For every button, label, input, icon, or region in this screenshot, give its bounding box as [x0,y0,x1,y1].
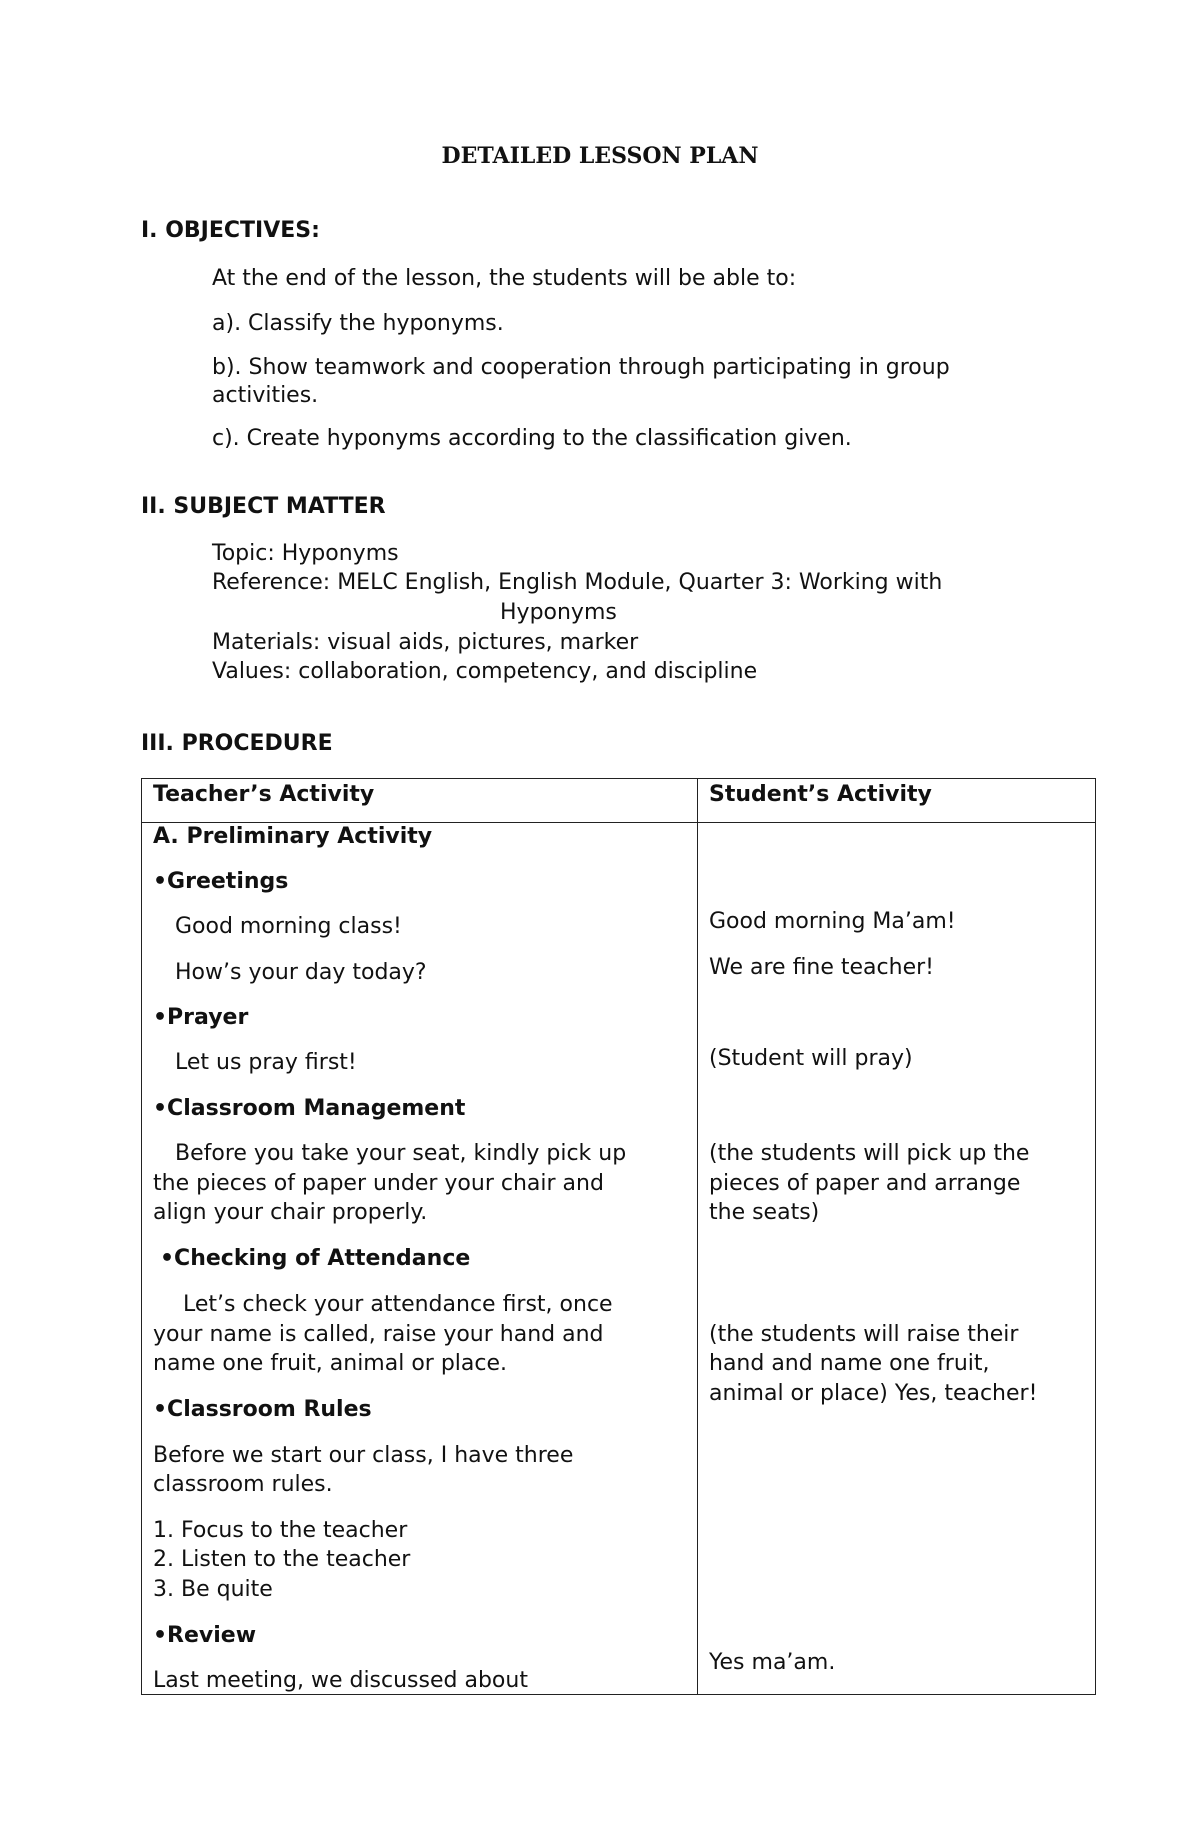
teacher-line: Let us pray first! [175,1050,357,1075]
document-title: DETAILED LESSON PLAN [441,143,759,169]
rule-item: 1. Focus to the teacher [153,1518,408,1543]
teacher-line: Before we start our class, I have three [153,1443,574,1468]
teacher-line: your name is called, raise your hand and [153,1322,604,1347]
objective-item-continued: activities. [212,383,319,408]
teacher-activity-header: Teacher’s Activity [153,782,375,807]
subject-values: Values: collaboration, competency, and discipline [212,659,758,684]
review-heading: •Review [153,1623,257,1648]
subject-reference-continued: Hyponyms [500,600,617,625]
objective-item: a). Classify the hyponyms. [212,311,504,336]
teacher-line: Good morning class! [175,914,402,939]
student-line: the seats) [709,1200,820,1225]
student-activity-header: Student’s Activity [709,782,932,807]
student-line: Good morning Ma’am! [709,909,956,934]
prayer-heading: •Prayer [153,1005,249,1030]
objective-item: b). Show teamwork and cooperation through participating in group [212,355,950,380]
student-line: We are fine teacher! [709,955,934,980]
student-line: Yes ma’am. [709,1650,836,1675]
subject-matter-heading: II. SUBJECT MATTER [141,494,386,519]
rule-item: 2. Listen to the teacher [153,1547,411,1572]
greetings-heading: •Greetings [153,869,289,894]
teacher-line: Last meeting, we discussed about [153,1668,528,1693]
student-line: (the students will raise their [709,1322,1019,1347]
subject-reference: Reference: MELC English, English Module, Quarter 3: Working with [212,570,943,595]
table-column-divider [697,778,698,1695]
student-line: animal or place) Yes, teacher! [709,1381,1038,1406]
student-line: (the students will pick up the [709,1141,1030,1166]
subject-topic: Topic: Hyponyms [212,541,399,566]
teacher-line: the pieces of paper under your chair and [153,1171,604,1196]
teacher-line: How’s your day today? [175,960,427,985]
teacher-line: name one fruit, animal or place. [153,1351,508,1376]
student-line: (Student will pray) [709,1046,913,1071]
teacher-line: Let’s check your attendance first, once [183,1292,613,1317]
attendance-heading: •Checking of Attendance [160,1246,471,1271]
teacher-line: align your chair properly. [153,1200,428,1225]
subject-materials: Materials: visual aids, pictures, marker [212,630,639,655]
teacher-line: Before you take your seat, kindly pick up [175,1141,627,1166]
student-line: hand and name one fruit, [709,1351,990,1376]
objective-item: c). Create hyponyms according to the classification given. [212,426,852,451]
teacher-line: classroom rules. [153,1472,333,1497]
objectives-heading: I. OBJECTIVES: [141,218,320,243]
classroom-rules-heading: •Classroom Rules [153,1397,372,1422]
rule-item: 3. Be quite [153,1577,273,1602]
objectives-intro: At the end of the lesson, the students will be able to: [212,266,797,291]
preliminary-activity-heading: A. Preliminary Activity [153,824,433,849]
student-line: pieces of paper and arrange [709,1171,1021,1196]
procedure-heading: III. PROCEDURE [141,731,333,756]
classroom-management-heading: •Classroom Management [153,1096,466,1121]
